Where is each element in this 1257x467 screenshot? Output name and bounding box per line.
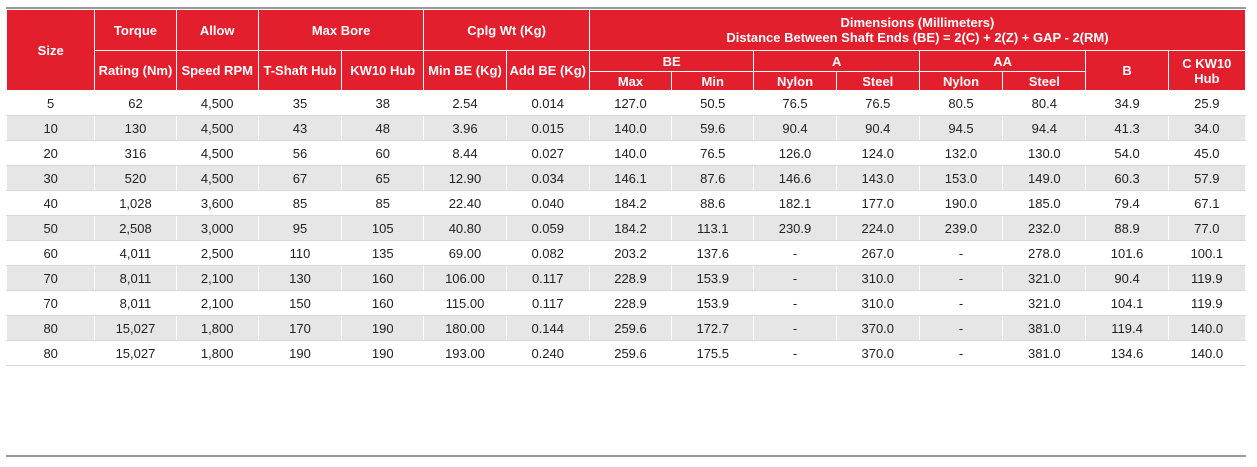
size-cell: 40	[7, 191, 95, 216]
table-cell: 177.0	[836, 191, 919, 216]
table-cell: 140.0	[589, 141, 671, 166]
size-cell: 30	[7, 166, 95, 191]
table-cell: 259.6	[589, 341, 671, 366]
table-cell: 76.5	[754, 91, 836, 116]
table-cell: 59.6	[672, 116, 754, 141]
size-cell: 70	[7, 266, 95, 291]
header-cplg-wt: Cplg Wt (Kg)	[424, 10, 590, 51]
table-cell: 50.5	[672, 91, 754, 116]
table-cell: 2,100	[176, 266, 258, 291]
table-cell: 230.9	[754, 216, 836, 241]
table-cell: 153.0	[919, 166, 1002, 191]
dimensions-title: Dimensions (Millimeters)	[840, 15, 995, 30]
header-b: B	[1086, 51, 1168, 91]
table-cell: 94.4	[1003, 116, 1086, 141]
table-cell: 60	[342, 141, 424, 166]
table-cell: 182.1	[754, 191, 836, 216]
table-cell: 54.0	[1086, 141, 1168, 166]
table-cell: 232.0	[1003, 216, 1086, 241]
table-cell: 2.54	[424, 91, 506, 116]
table-cell: 3.96	[424, 116, 506, 141]
table-cell: 175.5	[672, 341, 754, 366]
table-cell: 130	[258, 266, 341, 291]
table-cell: 101.6	[1086, 241, 1168, 266]
table-cell: 100.1	[1168, 241, 1245, 266]
table-row	[7, 341, 1246, 366]
table-cell: 105	[342, 216, 424, 241]
table-cell: 203.2	[589, 241, 671, 266]
coupling-spec-table-container	[6, 9, 1246, 366]
table-cell: 95	[258, 216, 341, 241]
table-cell: 12.90	[424, 166, 506, 191]
header-max-bore: Max Bore	[258, 10, 424, 51]
size-cell: 10	[7, 116, 95, 141]
table-cell: 137.6	[672, 241, 754, 266]
table-cell: 119.4	[1086, 316, 1168, 341]
table-cell: 62	[95, 91, 176, 116]
table-cell: 4,500	[176, 141, 258, 166]
table-cell: 310.0	[836, 291, 919, 316]
table-cell: 150	[258, 291, 341, 316]
table-cell: 153.9	[672, 266, 754, 291]
table-cell: 193.00	[424, 341, 506, 366]
table-cell: 3,000	[176, 216, 258, 241]
table-cell: 126.0	[754, 141, 836, 166]
header-a-steel: Steel	[836, 72, 919, 91]
table-cell: 267.0	[836, 241, 919, 266]
table-cell: 2,508	[95, 216, 176, 241]
size-cell: 50	[7, 216, 95, 241]
table-cell: 2,100	[176, 291, 258, 316]
table-cell: 224.0	[836, 216, 919, 241]
table-cell: 56	[258, 141, 341, 166]
table-cell: 79.4	[1086, 191, 1168, 216]
table-cell: 106.00	[424, 266, 506, 291]
header-be: BE	[589, 51, 754, 72]
table-cell: 190	[258, 341, 341, 366]
table-cell: 259.6	[589, 316, 671, 341]
table-row	[7, 291, 1246, 316]
table-cell: 228.9	[589, 291, 671, 316]
header-aa-steel: Steel	[1003, 72, 1086, 91]
header-min-be-kg: Min BE (Kg)	[424, 51, 506, 91]
table-cell: 370.0	[836, 341, 919, 366]
table-cell: 0.117	[506, 266, 589, 291]
table-cell: 520	[95, 166, 176, 191]
table-cell: 90.4	[754, 116, 836, 141]
header-size: Size	[7, 10, 95, 91]
table-cell: 381.0	[1003, 341, 1086, 366]
table-cell: -	[754, 266, 836, 291]
table-cell: 85	[258, 191, 341, 216]
table-cell: 1,800	[176, 341, 258, 366]
coupling-spec-table	[6, 9, 1246, 366]
table-cell: 321.0	[1003, 266, 1086, 291]
table-cell: 228.9	[589, 266, 671, 291]
table-cell: 381.0	[1003, 316, 1086, 341]
table-cell: 15,027	[95, 341, 176, 366]
table-cell: 110	[258, 241, 341, 266]
table-cell: 60.3	[1086, 166, 1168, 191]
table-cell: -	[754, 316, 836, 341]
table-row	[7, 316, 1246, 341]
table-cell: 310.0	[836, 266, 919, 291]
table-cell: 35	[258, 91, 341, 116]
table-cell: 4,011	[95, 241, 176, 266]
table-cell: 8,011	[95, 291, 176, 316]
header-rating: Rating (Nm)	[95, 51, 176, 91]
table-cell: 0.040	[506, 191, 589, 216]
table-cell: 0.015	[506, 116, 589, 141]
table-cell: 132.0	[919, 141, 1002, 166]
table-cell: 0.082	[506, 241, 589, 266]
table-cell: 321.0	[1003, 291, 1086, 316]
table-row	[7, 116, 1246, 141]
size-cell: 5	[7, 91, 95, 116]
table-cell: 77.0	[1168, 216, 1245, 241]
table-cell: 239.0	[919, 216, 1002, 241]
table-header	[7, 10, 1246, 91]
table-cell: 146.6	[754, 166, 836, 191]
table-cell: 153.9	[672, 291, 754, 316]
table-cell: 88.6	[672, 191, 754, 216]
size-cell: 20	[7, 141, 95, 166]
header-speed: Speed RPM	[176, 51, 258, 91]
table-cell: 0.027	[506, 141, 589, 166]
table-cell: 140.0	[1168, 341, 1245, 366]
table-cell: 4,500	[176, 166, 258, 191]
table-cell: 22.40	[424, 191, 506, 216]
table-cell: 184.2	[589, 216, 671, 241]
header-a-nylon: Nylon	[754, 72, 836, 91]
header-tshaft-hub: T-Shaft Hub	[258, 51, 341, 91]
header-be-max: Max	[589, 72, 671, 91]
table-cell: 160	[342, 266, 424, 291]
table-cell: 140.0	[1168, 316, 1245, 341]
table-cell: 76.5	[836, 91, 919, 116]
table-cell: 3,600	[176, 191, 258, 216]
table-cell: 65	[342, 166, 424, 191]
table-cell: 43	[258, 116, 341, 141]
table-cell: 2,500	[176, 241, 258, 266]
table-cell: 0.059	[506, 216, 589, 241]
table-cell: 143.0	[836, 166, 919, 191]
header-dimensions	[589, 10, 1245, 51]
table-cell: 80.4	[1003, 91, 1086, 116]
table-cell: 370.0	[836, 316, 919, 341]
size-cell: 60	[7, 241, 95, 266]
table-cell: 57.9	[1168, 166, 1245, 191]
table-cell: 190.0	[919, 191, 1002, 216]
table-cell: 135	[342, 241, 424, 266]
table-row	[7, 91, 1246, 116]
table-body	[7, 91, 1246, 366]
table-cell: 80.5	[919, 91, 1002, 116]
table-cell: 149.0	[1003, 166, 1086, 191]
table-cell: 134.6	[1086, 341, 1168, 366]
dimensions-formula: Distance Between Shaft Ends (BE) = 2(C) + 2(Z) + GAP - 2(RM)	[726, 30, 1109, 45]
table-cell: -	[754, 341, 836, 366]
table-cell: 40.80	[424, 216, 506, 241]
table-cell: 41.3	[1086, 116, 1168, 141]
table-cell: 87.6	[672, 166, 754, 191]
table-cell: -	[919, 341, 1002, 366]
table-cell: 15,027	[95, 316, 176, 341]
table-cell: 69.00	[424, 241, 506, 266]
table-cell: 170	[258, 316, 341, 341]
table-row	[7, 241, 1246, 266]
size-cell: 70	[7, 291, 95, 316]
table-cell: 1,028	[95, 191, 176, 216]
table-cell: -	[754, 291, 836, 316]
table-cell: 119.9	[1168, 291, 1245, 316]
table-cell: 316	[95, 141, 176, 166]
table-row	[7, 216, 1246, 241]
table-cell: 185.0	[1003, 191, 1086, 216]
table-cell: -	[919, 291, 1002, 316]
header-aa: AA	[919, 51, 1086, 72]
header-torque: Torque	[95, 10, 176, 51]
table-cell: 67	[258, 166, 341, 191]
table-cell: 8,011	[95, 266, 176, 291]
table-cell: 127.0	[589, 91, 671, 116]
table-cell: 4,500	[176, 91, 258, 116]
header-kw10-hub: KW10 Hub	[342, 51, 424, 91]
table-cell: 184.2	[589, 191, 671, 216]
header-allow: Allow	[176, 10, 258, 51]
header-a: A	[754, 51, 920, 72]
header-c-kw10-hub: C KW10 Hub	[1168, 51, 1245, 91]
table-cell: 130.0	[1003, 141, 1086, 166]
table-cell: 90.4	[836, 116, 919, 141]
table-cell: 190	[342, 341, 424, 366]
table-cell: 0.034	[506, 166, 589, 191]
table-cell: 0.240	[506, 341, 589, 366]
table-cell: 278.0	[1003, 241, 1086, 266]
table-cell: 119.9	[1168, 266, 1245, 291]
table-cell: -	[919, 316, 1002, 341]
table-cell: 0.144	[506, 316, 589, 341]
table-row	[7, 166, 1246, 191]
table-cell: 115.00	[424, 291, 506, 316]
table-cell: 160	[342, 291, 424, 316]
table-cell: 48	[342, 116, 424, 141]
table-cell: 130	[95, 116, 176, 141]
table-cell: 34.0	[1168, 116, 1245, 141]
table-cell: 0.014	[506, 91, 589, 116]
table-bottom-rule	[6, 455, 1246, 457]
table-cell: -	[919, 266, 1002, 291]
table-cell: 1,800	[176, 316, 258, 341]
table-cell: 140.0	[589, 116, 671, 141]
table-cell: -	[919, 241, 1002, 266]
table-cell: 180.00	[424, 316, 506, 341]
header-add-be-kg: Add BE (Kg)	[506, 51, 589, 91]
table-cell: -	[754, 241, 836, 266]
table-cell: 104.1	[1086, 291, 1168, 316]
table-cell: 25.9	[1168, 91, 1245, 116]
table-cell: 38	[342, 91, 424, 116]
table-cell: 113.1	[672, 216, 754, 241]
table-cell: 4,500	[176, 116, 258, 141]
table-cell: 85	[342, 191, 424, 216]
table-row	[7, 141, 1246, 166]
table-cell: 0.117	[506, 291, 589, 316]
table-cell: 146.1	[589, 166, 671, 191]
size-cell: 80	[7, 316, 95, 341]
size-cell: 80	[7, 341, 95, 366]
table-cell: 190	[342, 316, 424, 341]
header-be-min: Min	[672, 72, 754, 91]
table-cell: 34.9	[1086, 91, 1168, 116]
table-cell: 124.0	[836, 141, 919, 166]
table-cell: 172.7	[672, 316, 754, 341]
table-cell: 94.5	[919, 116, 1002, 141]
table-row	[7, 266, 1246, 291]
header-aa-nylon: Nylon	[919, 72, 1002, 91]
table-cell: 45.0	[1168, 141, 1245, 166]
table-cell: 76.5	[672, 141, 754, 166]
table-cell: 90.4	[1086, 266, 1168, 291]
table-cell: 67.1	[1168, 191, 1245, 216]
table-row	[7, 191, 1246, 216]
table-cell: 88.9	[1086, 216, 1168, 241]
table-cell: 8.44	[424, 141, 506, 166]
